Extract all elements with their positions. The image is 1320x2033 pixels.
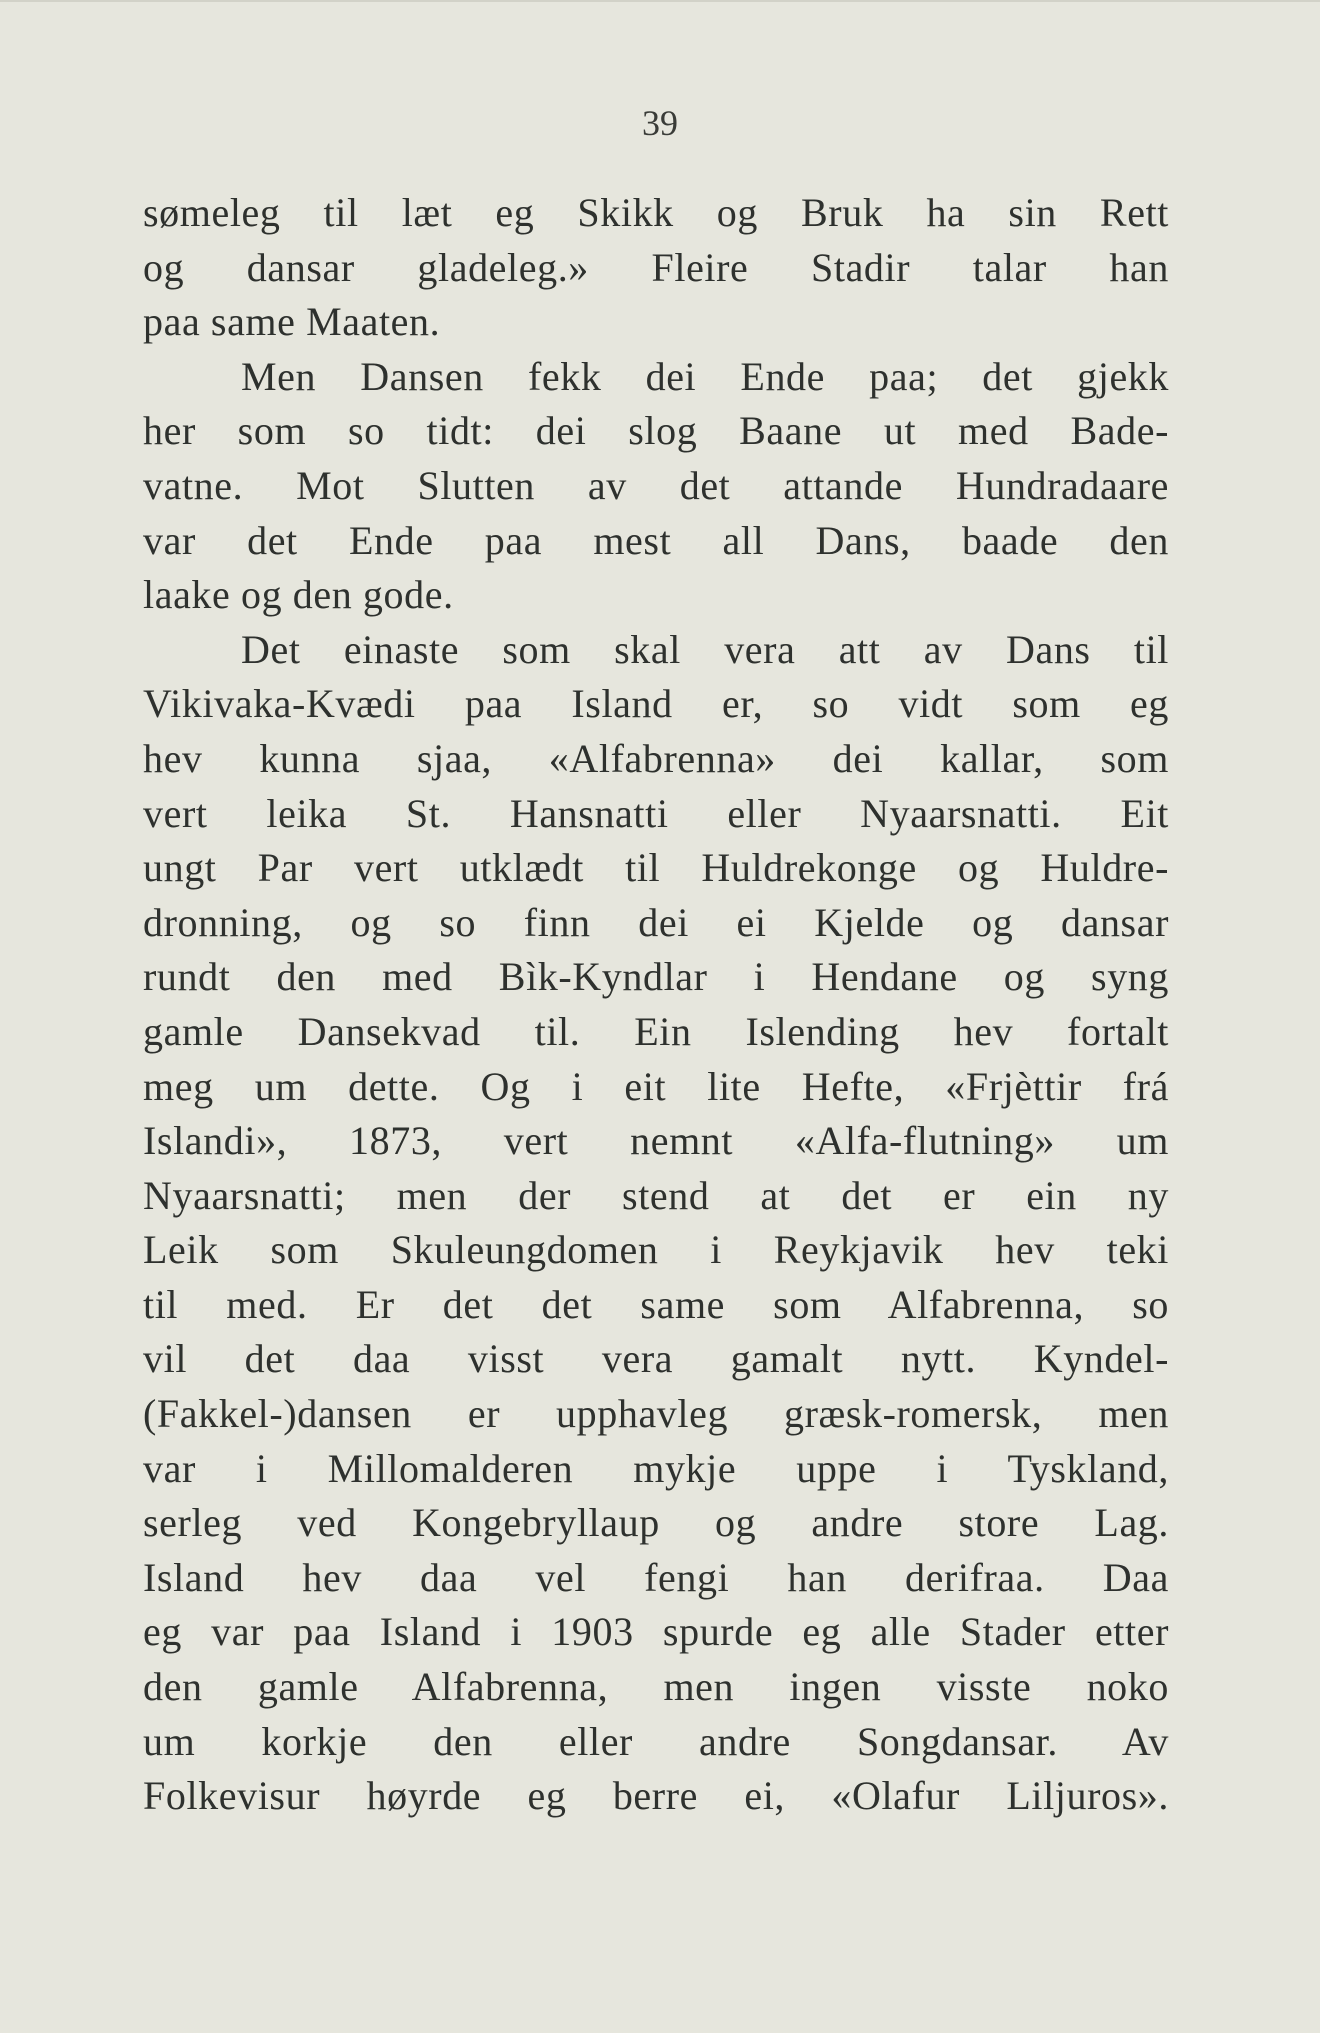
text-line: vatne. Mot Slutten av det attande Hundradaare (143, 462, 1169, 508)
text-line: Men Dansen fekk dei Ende paa; det gjekk (241, 353, 1169, 399)
text-line: eg var paa Island i 1903 spurde eg alle Stader etter (143, 1609, 1169, 1655)
text-line: laake og den gode. (143, 572, 454, 618)
text-line: paa same Maaten. (143, 299, 441, 345)
text-line: gamle Dansekvad til. Ein Islending hev fortalt (143, 1008, 1169, 1054)
body-text (143, 186, 1169, 1824)
text-line: meg um dette. Og i eit lite Hefte, «Frjèttir frá (143, 1063, 1169, 1109)
text-line: serleg ved Kongebryllaup og andre store Lag. (143, 1500, 1169, 1546)
text-line: rundt den med Bìk-Kyndlar i Hendane og syng (143, 954, 1169, 1000)
text-line: vert leika St. Hansnatti eller Nyaarsnatti. Eit (143, 790, 1169, 836)
page-number: 39 (642, 103, 678, 143)
text-line: Folkevisur høyrde eg berre ei, «Olafur Liljuros». (143, 1773, 1169, 1819)
text-line: var det Ende paa mest all Dans, baade den (143, 517, 1169, 563)
text-line: var i Millomalderen mykje uppe i Tyskland, (143, 1445, 1169, 1491)
text-line: og dansar gladeleg.» Fleire Stadir talar han (143, 244, 1169, 290)
text-line: Nyaarsnatti; men der stend at det er ein ny (143, 1172, 1169, 1218)
text-line: Det einaste som skal vera att av Dans til (241, 626, 1169, 672)
text-line: sømeleg til læt eg Skikk og Bruk ha sin Rett (143, 190, 1169, 235)
text-line: Island hev daa vel fengi han derifraa. Daa (143, 1554, 1169, 1600)
text-line: (Fakkel-)dansen er upphavleg græsk-romersk, men (143, 1391, 1169, 1437)
text-line: til med. Er det det same som Alfabrenna, so (143, 1281, 1169, 1327)
text-line: Leik som Skuleungdomen i Reykjavik hev teki (143, 1227, 1169, 1273)
text-line: hev kunna sjaa, «Alfabrenna» dei kallar, som (143, 735, 1169, 781)
text-line: dronning, og so finn dei ei Kjelde og dansar (143, 899, 1169, 945)
text-line: den gamle Alfabrenna, men ingen visste noko (143, 1664, 1169, 1710)
text-line: Islandi», 1873, vert nemnt «Alfa-flutning» um (143, 1118, 1169, 1164)
text-line: um korkje den eller andre Songdansar. Av (143, 1718, 1169, 1764)
text-line: Vikivaka-Kvædi paa Island er, so vidt som eg (143, 681, 1169, 727)
text-line: her som so tidt: dei slog Baane ut med Bade- (143, 408, 1169, 454)
text-line: ungt Par vert utklædt til Huldrekonge og Huldre- (143, 845, 1169, 891)
text-line: vil det daa visst vera gamalt nytt. Kyndel- (143, 1336, 1169, 1382)
